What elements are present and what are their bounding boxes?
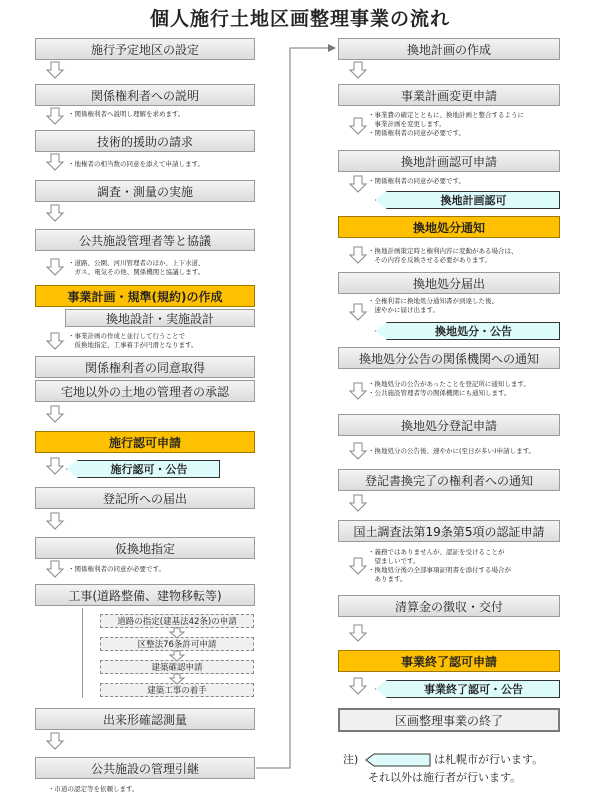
note: ・全権利者に換地処分通知書が到達した後、 速やかに届け出ます。 xyxy=(368,297,498,314)
note: ・関係権利者の同意が必要です。 xyxy=(68,565,165,573)
sub-step-label: 道路の指定(建基法42条)の申請 xyxy=(117,617,237,627)
step-construction xyxy=(35,584,255,606)
step-label: 宅地以外の土地の管理者の承認 xyxy=(60,384,229,399)
step-disposition-registration xyxy=(338,414,560,436)
note: ・事業費の確定とともに、換地計画と整合するように 事業計画を変更します。 ・関係権利者の同意が必要です。 xyxy=(368,111,524,137)
legend-city-symbol xyxy=(366,754,430,766)
step-completion-survey xyxy=(35,708,255,730)
step-certification xyxy=(338,520,560,542)
step-explain xyxy=(35,84,255,106)
note: ・義務ではありませんが、認証を受けることが 望ましいです。 ・換地処分後の全部事項証明書を添付する場合が あります。 xyxy=(368,548,511,583)
down-arrow-icon xyxy=(350,678,366,694)
note: ・換地処分の公告後、速やかに(至日が多い)申請します。 xyxy=(368,447,536,455)
step-label: 公共施設管理者等と協議 xyxy=(78,233,211,248)
step-disposition-notice xyxy=(338,216,560,238)
sub-step-label: 区整法76条許可申請 xyxy=(137,640,217,650)
sub-step-line xyxy=(82,608,83,698)
down-arrow-icon xyxy=(47,733,63,749)
note: ・道路、公園、河川管理者のほか、上下水道、 ガス、電気その他、関係機関と協議します。 xyxy=(68,259,205,276)
small-down-arrow-icon xyxy=(170,628,184,638)
step-label: 事業計画・規準(規約)の作成 xyxy=(67,289,223,304)
step-label: 技術的援助の請求 xyxy=(96,134,193,149)
sub-step-building-start xyxy=(100,683,254,697)
legend-line1: は札幌市が行います。 xyxy=(434,753,544,766)
step-label: 登記所への届出 xyxy=(102,491,187,506)
down-arrow-icon xyxy=(47,259,63,275)
step-approval xyxy=(35,380,255,402)
step-label: 公共施設の管理引継 xyxy=(90,761,199,776)
step-replot-approval xyxy=(338,150,560,172)
step-label: 国土調査法第19条第5項の認証申請 xyxy=(353,524,545,539)
note: ・関係権利者の同意が必要です。 xyxy=(368,177,465,185)
step-settlement xyxy=(338,595,560,617)
city-step-replot-approval: 換地計画認可 xyxy=(375,191,560,209)
down-arrow-icon xyxy=(47,561,63,577)
step-label: 事業終了認可申請 xyxy=(400,654,497,669)
step-plan-change xyxy=(338,84,560,106)
step-temp-replot xyxy=(35,537,255,559)
note: ・市道の認定等を依頼します。 xyxy=(48,785,139,793)
step-label: 調査・測量の実施 xyxy=(96,184,193,199)
step-label: 換地処分登記申請 xyxy=(400,418,497,433)
step-label: 仮換地指定 xyxy=(114,541,175,556)
small-down-arrow-icon xyxy=(170,674,184,684)
down-arrow-icon xyxy=(350,118,366,134)
down-arrow-icon xyxy=(47,62,63,78)
down-arrow-icon xyxy=(350,304,366,320)
down-arrow-icon xyxy=(350,176,366,192)
step-disposition-report xyxy=(338,272,560,294)
note: ・換地処分の公告があったことを登記所に通知します。 ・公共施設管理者等の関係機関にも通知します。 xyxy=(368,380,530,397)
step-label: 換地計画の作成 xyxy=(406,42,491,57)
down-arrow-icon xyxy=(350,625,366,641)
step-plan-creation xyxy=(35,285,255,307)
city-step-permit: 施行認可・公告 xyxy=(66,460,220,478)
note: ・地権者の相当数の同意を添えて申請します。 xyxy=(68,160,204,168)
down-arrow-icon xyxy=(47,406,63,422)
step-completion-application xyxy=(338,650,560,672)
note: ・換地計画策定時と権利内容に変動がある場合は、 その内容を反映させる必要があります。 xyxy=(368,247,518,264)
step-facility-handover xyxy=(35,757,255,779)
step-label: 換地計画認可申請 xyxy=(400,154,497,169)
step-registry-complete-notice xyxy=(338,469,560,491)
step-label: 施行認可申請 xyxy=(108,435,181,450)
note: ・事業計画の作成と並行して行うことで 仮換地指定、工事着手が円滑となります。 xyxy=(68,332,198,349)
down-arrow-icon xyxy=(47,458,63,474)
down-arrow-icon xyxy=(350,495,366,511)
step-label: 出来形確認測量 xyxy=(102,712,187,727)
down-arrow-icon xyxy=(350,443,366,459)
step-label: 区画整理事業の終了 xyxy=(394,713,503,728)
step-label: 関係権利者への説明 xyxy=(90,88,199,103)
step-design xyxy=(65,309,255,327)
legend-line2: それ以外は施行者が行います。 xyxy=(368,771,522,784)
down-arrow-icon xyxy=(47,205,63,221)
sub-step-permit76 xyxy=(100,637,254,651)
city-step-disposition: 換地処分・公告 xyxy=(375,322,560,340)
step-permit-application xyxy=(35,431,255,453)
down-arrow-icon xyxy=(47,333,63,349)
step-survey xyxy=(35,180,255,202)
down-arrow-icon xyxy=(47,108,63,124)
sub-step-road xyxy=(100,614,254,628)
step-label: 関係権利者の同意取得 xyxy=(84,360,205,375)
small-down-arrow-icon xyxy=(170,651,184,661)
step-label: 工事(道路整備、建物移転等) xyxy=(68,588,222,603)
legend-prefix: 注) xyxy=(343,753,359,766)
step-registry-notice xyxy=(35,487,255,509)
note: ・関係権利者へ説明し理解を求めます。 xyxy=(68,110,185,118)
step-consent xyxy=(35,356,255,378)
step-consult xyxy=(35,229,255,251)
step-label: 登記書換完了の権利者への通知 xyxy=(364,473,533,488)
city-step-completion: 事業終了認可・公告 xyxy=(375,680,560,698)
step-project-end xyxy=(338,708,560,732)
step-label: 換地処分公告の関係機関への通知 xyxy=(358,351,539,366)
step-tech-assist xyxy=(35,130,255,152)
step-replot-plan xyxy=(338,38,560,60)
sub-step-label: 建築工事の着手 xyxy=(147,686,207,696)
down-arrow-icon xyxy=(47,154,63,170)
down-arrow-icon xyxy=(350,247,366,263)
down-arrow-icon xyxy=(350,383,366,399)
down-arrow-icon xyxy=(47,513,63,529)
sub-step-building-check xyxy=(100,660,254,674)
step-area-setting xyxy=(35,38,255,60)
step-disposition-notify-agencies xyxy=(338,347,560,369)
step-label: 換地設計・実施設計 xyxy=(105,311,214,326)
step-label: 施行予定地区の設定 xyxy=(90,42,199,57)
down-arrow-icon xyxy=(350,62,366,78)
step-label: 換地処分届出 xyxy=(412,276,485,291)
step-label: 清算金の徴収・交付 xyxy=(394,599,503,614)
page-title: 個人施行土地区画整理事業の流れ xyxy=(149,8,450,30)
down-arrow-icon xyxy=(350,558,366,574)
sub-step-label: 建築確認申請 xyxy=(151,663,203,673)
step-label: 事業計画変更申請 xyxy=(400,88,497,103)
step-label: 換地処分通知 xyxy=(412,220,485,235)
